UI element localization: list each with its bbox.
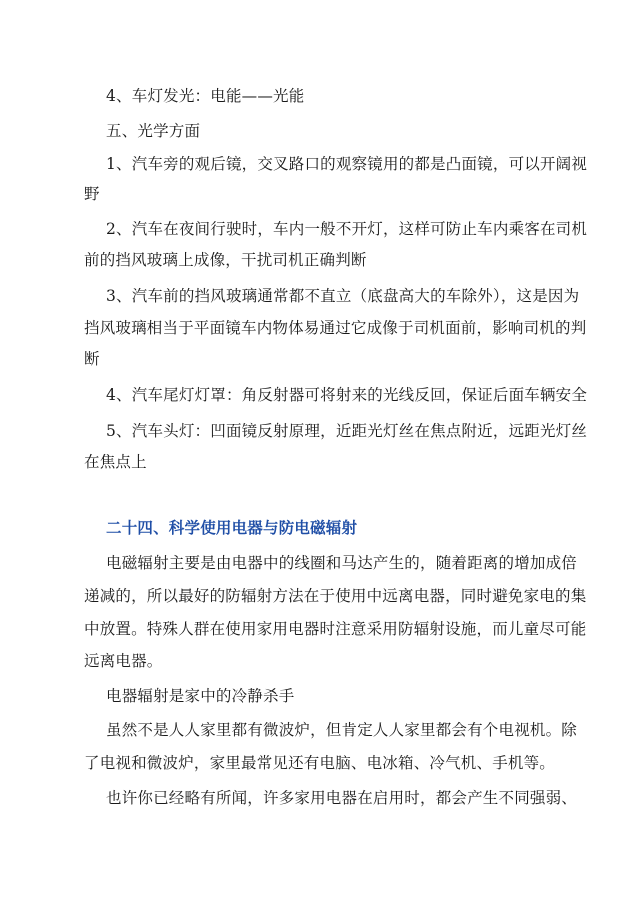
optics-item-4-line-1: 4、汽车尾灯灯罩：角反射器可将射来的光线反回，保证后面车辆安全 [106,386,588,404]
optics-item-2-line-2: 前的挡风玻璃上成像，干扰司机正确判断 [84,251,367,269]
optics-item-1-line-1: 1、汽车旁的观后镜，交叉路口的观察镜用的都是凸面镜，可以开阔视 [106,155,588,173]
section-24-subtitle: 电器辐射是家中的冷静杀手 [106,687,295,705]
optics-section-title: 五、光学方面 [106,122,201,140]
optics-item-3-line-1: 3、汽车前的挡风玻璃通常都不直立（底盘高大的车除外），这是因为 [106,287,580,305]
section-24-para-3-line-1: 也许你已经略有所闻，许多家用电器在启用时，都会产生不同强弱、 [106,789,578,807]
section-24-para-1-line-2: 递减的，所以最好的防辐射方法在于使用中远离电器，同时避免家电的集 [84,587,587,605]
optics-item-2-line-1: 2、汽车在夜间行驶时，车内一般不开灯，这样可防止车内乘客在司机 [106,220,588,238]
section-24-para-1-line-4: 远离电器。 [84,652,163,670]
headlight-energy-line: 4、车灯发光：电能——光能 [106,87,305,105]
section-24-para-2-line-1: 虽然不是人人家里都有微波炉，但肯定人人家里都会有个电视机。除 [106,721,578,739]
section-24-heading: 二十四、科学使用电器与防电磁辐射 [106,519,358,537]
optics-item-3-line-3: 断 [84,350,100,368]
section-24-para-2-line-2: 了电视和微波炉，家里最常见还有电脑、电冰箱、冷气机、手机等。 [84,754,556,772]
optics-item-3-line-2: 挡风玻璃相当于平面镜车内物体易通过它成像于司机面前，影响司机的判 [84,319,587,337]
optics-item-1-line-2: 野 [84,185,100,203]
optics-item-5-line-1: 5、汽车头灯：凹面镜反射原理，近距光灯丝在焦点附近，远距光灯丝 [106,422,588,440]
section-24-para-1-line-1: 电磁辐射主要是由电器中的线圈和马达产生的，随着距离的增加成倍 [106,554,578,572]
section-24-para-1-line-3: 中放置。特殊人群在使用家用电器时注意采用防辐射设施，而儿童尽可能 [84,620,587,638]
optics-item-5-line-2: 在焦点上 [84,453,147,471]
